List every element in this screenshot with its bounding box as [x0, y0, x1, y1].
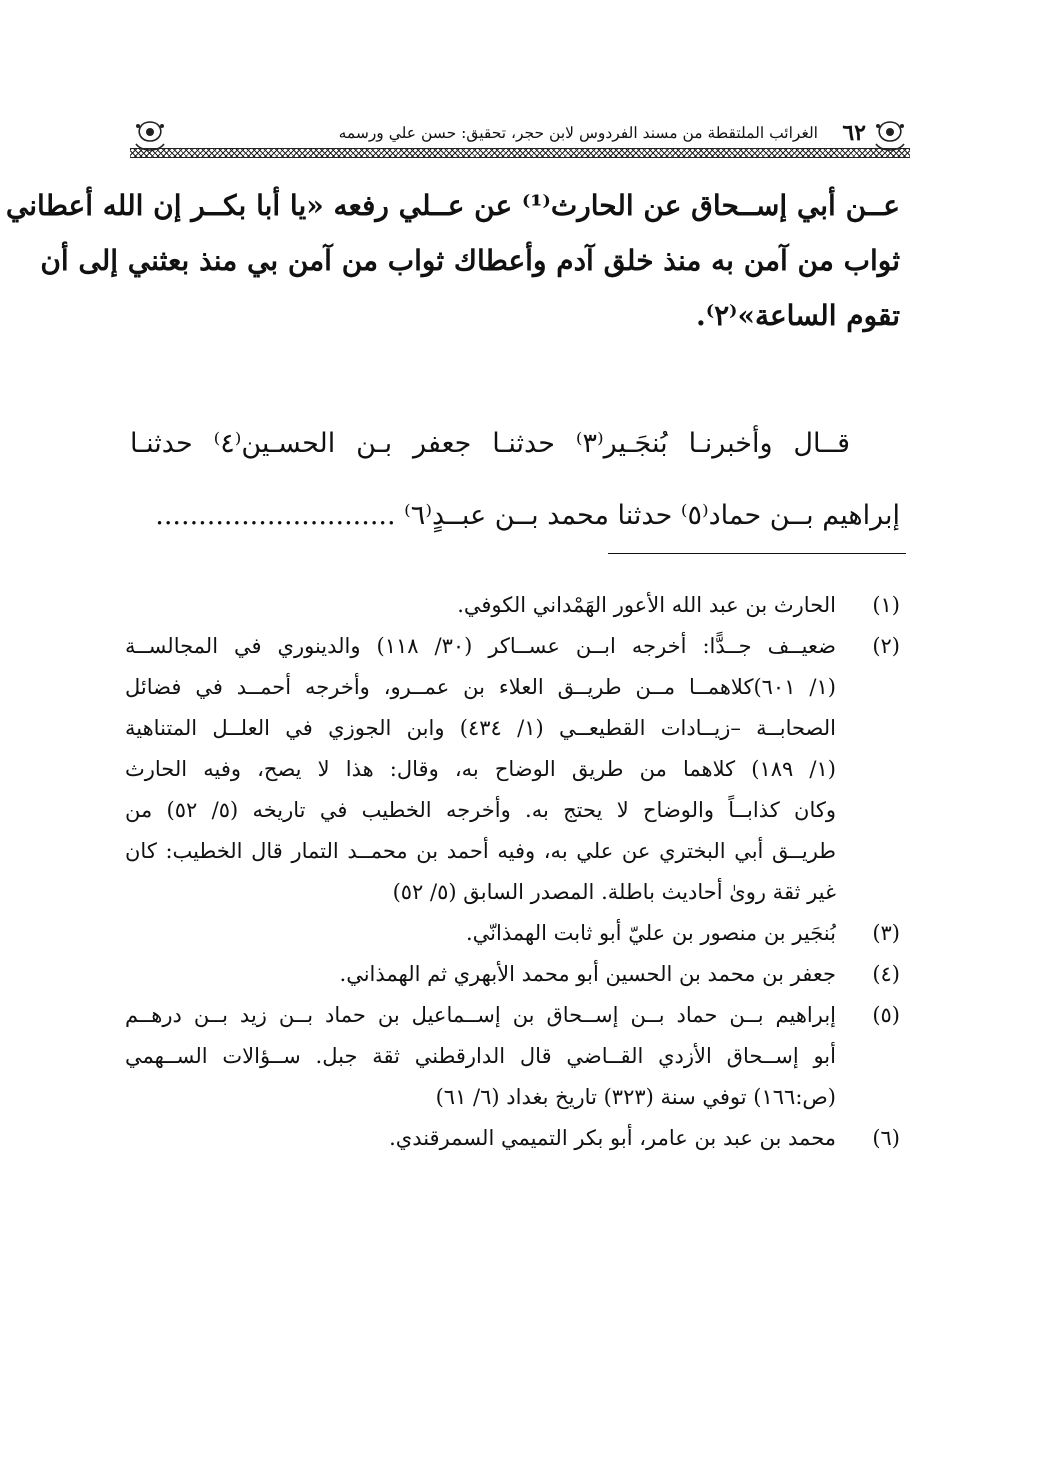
isnad-line: قــال وأخبرنـا بُنجَـير⁽٣⁾ حدثنـا جعفر بـن الحسـين⁽٤⁾ حدثنـا	[130, 428, 850, 459]
isnad-line-with-ellipsis	[130, 480, 900, 552]
footnote-number: (٢)	[872, 634, 900, 658]
running-title: الغرائب الملتقطة من مسند الفردوس لابن حجر، تحقيق: حسن علي ورسمه	[338, 124, 818, 142]
footnote-number: (٦)	[872, 1126, 900, 1150]
footnote-1	[125, 585, 900, 626]
footnote-number: (٤)	[872, 962, 900, 986]
hadith-line: عــن أبي إســحاق عن الحارث⁽¹⁾ عن عــلي رفعه «يا أبا بكــر إن الله أعطاني	[5, 189, 900, 222]
footnote-line: الحارث بن عبد الله الأعور الهَمْداني الكوفي.	[457, 593, 836, 617]
footnote-line: غير ثقة روىٰ أحاديث باطلة. المصدر السابق (٥/ ٥٢)	[392, 880, 836, 904]
footnote-line: (ص:١٦٦) توفي سنة (٣٢٣) تاريخ بغداد (٦/ ٦١)	[435, 1085, 836, 1109]
footnote-number: (٥)	[872, 1003, 900, 1027]
footnote-line: جعفر بن محمد بن الحسين أبو محمد الأبهري ثم الهمذاني.	[339, 962, 836, 986]
footnote-line: ضعيــف جــدًّا: أخرجه ابــن عســاكر (٣٠/ ١١٨) والدينوري في المجالســة	[125, 634, 836, 658]
hadith-text	[5, 178, 900, 343]
ellipsis-dots: ............................	[155, 500, 396, 531]
footnote-line: (١/ ١٨٩) كلاهما من طريق الوضاح به، وقال: هذا لا يصح، وفيه الحارث	[125, 757, 836, 781]
header-ornamental-rule	[130, 148, 910, 158]
hadith-line: تقوم الساعة»⁽٢⁾.	[695, 299, 900, 332]
footnote-line: أبو إســحاق الأزدي القــاضي قال الدارقطني ثقة جبل. ســؤالات الســهمي	[125, 1044, 836, 1068]
footnote-2	[125, 626, 900, 913]
footnote-number: (١)	[872, 593, 900, 617]
footnote-3	[125, 913, 900, 954]
footnote-line: إبراهيم بــن حماد بــن إســحاق بن إســماعيل بن حماد بــن زيد بــن درهــم	[125, 1003, 836, 1027]
footnote-line: الصحابــة –زيــادات القطيعــي (١/ ٤٣٤) وابن الجوزي في العلــل المتناهية	[125, 716, 836, 740]
hadith-line: ثواب من آمن به منذ خلق آدم وأعطاك ثواب من آمن بي منذ بعثني إلى أن	[40, 244, 900, 277]
footnote-line: محمد بن عبد بن عامر، أبو بكر التميمي السمرقندي.	[389, 1126, 836, 1150]
footnote-line: بُنجَير بن منصور بن عليّ أبو ثابت الهمذانّي.	[466, 921, 836, 945]
isnad-text	[130, 408, 900, 552]
footnote-line: طريــق أبي البختري عن علي به، وفيه أحمد بن محمــد التمار قال الخطيب: كان	[125, 839, 836, 863]
footnotes	[125, 585, 900, 1159]
footnote-line: (١/ ٦٠١)كلاهمــا مــن طريــق العلاء بن عمــرو، وأخرجه أحمــد في فضائل	[125, 675, 836, 699]
footnote-6	[125, 1118, 900, 1159]
footnote-separator	[608, 553, 906, 554]
page-number: ٦٢	[842, 120, 866, 146]
footnote-number: (٣)	[872, 921, 900, 945]
running-header	[130, 118, 910, 152]
footnote-5	[125, 995, 900, 1118]
isnad-line: إبراهيم بــن حماد⁽٥⁾ حدثنا محمد بــن عبــدٍ⁽٦⁾	[404, 500, 900, 531]
footnote-4	[125, 954, 900, 995]
footnote-line: وكان كذابــاً والوضاح لا يحتج به. وأخرجه الخطيب في تاريخه (٥/ ٥٢) من	[125, 798, 836, 822]
